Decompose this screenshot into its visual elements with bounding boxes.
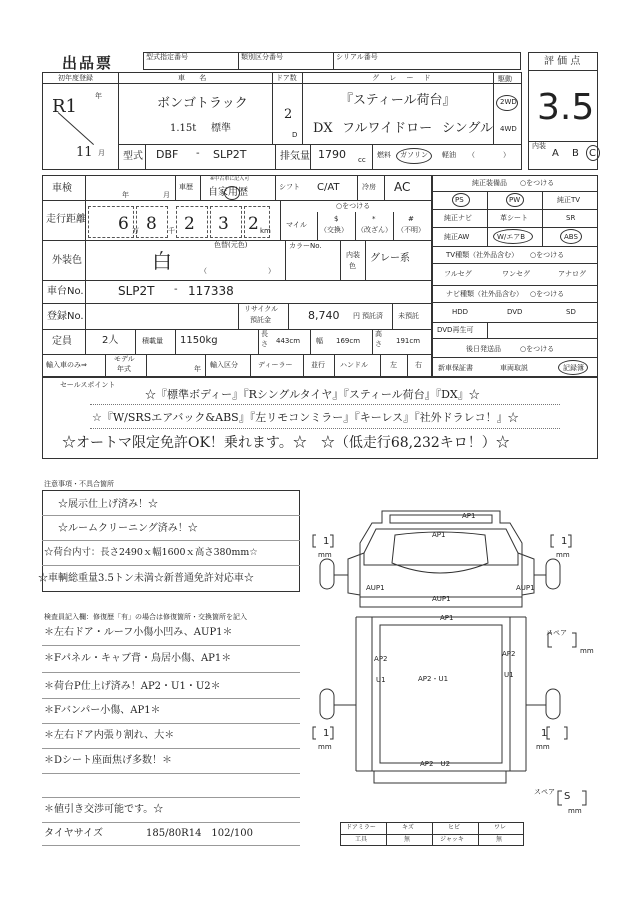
reg-month: 11 — [76, 145, 93, 160]
mileage-digit-3: 2 — [184, 214, 195, 234]
door-count: 2 — [284, 107, 293, 122]
inspector-6: ＊Dシート座面焦げ多数！＊ — [44, 755, 173, 766]
colorno-label: カラーNo. — [289, 242, 322, 250]
dmg-ap2-left: AP2 — [374, 655, 388, 663]
equip-leather: 革シート — [500, 214, 528, 222]
equip-aw: 純正AW — [444, 233, 470, 241]
handle-label: ハンドル — [340, 361, 368, 369]
car-spec: 標準 — [211, 123, 231, 134]
interior-b: B — [572, 148, 579, 159]
tv-fullseg: フルセグ — [444, 270, 472, 278]
reg-year-unit: 年 — [95, 92, 102, 100]
mileage-label: 走行距離 — [46, 214, 86, 225]
car-name-label: 車 名 — [178, 74, 213, 82]
usage-note: ※中古車に記入可 — [210, 176, 250, 182]
mileage-unit-man: 万 — [132, 227, 139, 235]
interior-color-label-2: 色 — [349, 262, 356, 270]
import-parallel: 並行 — [311, 361, 325, 369]
tv-title: TV種類（社外品含む） — [446, 251, 519, 259]
score-label: 評 価 点 — [544, 56, 581, 67]
tools-header-scratch: キズ — [402, 824, 414, 831]
capacity: 2人 — [102, 335, 119, 346]
tamper-label: （改ざん） — [357, 226, 392, 234]
grade-wide: フルワイドロー — [342, 121, 433, 136]
code-bar — [143, 52, 521, 70]
exterior-color: 白 — [152, 249, 172, 273]
unknown-mark: # — [408, 215, 414, 223]
inspector-label: 検査員記入欄：修復歴「有」の場合は修復箇所・交換箇所を記入 — [44, 613, 247, 621]
usage-label: 車歴 — [179, 183, 193, 191]
length: 443cm — [276, 337, 301, 345]
equip-navi: 純正ナビ — [444, 214, 472, 222]
length-label-1: 長 — [261, 330, 268, 338]
shift-label: シフト — [279, 183, 300, 191]
chassis-dash: - — [174, 284, 178, 295]
equip-sr: SR — [566, 214, 576, 222]
mileage-digit-1: 6 — [118, 214, 129, 234]
repaint-paren-close: ） — [268, 267, 275, 275]
tire-fr-value: 1 — [561, 536, 568, 547]
reg-era: R1 — [52, 96, 78, 117]
tire-rl-unit: mm — [318, 743, 332, 751]
usage-value: 自家用歴 — [208, 187, 248, 198]
model-dash: - — [196, 148, 200, 159]
mileage-digit-4: 3 — [218, 214, 229, 234]
navi-title: ナビ種類（社外品含む） — [446, 290, 523, 298]
inspector-2: ＊Fパネル・キャブ背・鳥居小傷、AP1＊ — [44, 653, 232, 664]
inspector-4: ＊Fバンパー小傷、AP1＊ — [44, 705, 161, 716]
height: 191cm — [396, 337, 421, 345]
equipment-title: 純正装備品 — [472, 179, 507, 187]
mileage-unit: km — [260, 227, 271, 235]
exchange-label: （交換） — [320, 226, 348, 234]
grade-label: グ レ ー ド — [372, 74, 435, 82]
sales-line-2: ☆『W/SRSエアバック&ABS』『左リモコンミラー』『キーレス』『社外ドラレコ！』☆ — [92, 411, 519, 424]
import-dealer: ディーラー — [258, 361, 293, 369]
displacement-label: 排気量 — [280, 151, 310, 162]
dmg-bed-center: AP2・U1 — [418, 675, 449, 683]
displacement-unit: cc — [358, 156, 366, 164]
tire-front-left — [320, 559, 334, 589]
recycle-label-1: リサイクル — [244, 305, 279, 313]
inspector-5: ＊左右ドア内張り割れ、大＊ — [44, 730, 175, 741]
dmg-ap1-cab: AP1 — [432, 531, 446, 539]
handle-right: 右 — [415, 361, 422, 369]
page-title: 出品票 — [62, 54, 114, 72]
truck-bed — [372, 614, 510, 771]
recycle-paid: 預託済 — [362, 312, 383, 320]
docs-title: 後日発送品 — [466, 345, 501, 353]
chassis-number: 117338 — [188, 284, 234, 298]
inspection-month-unit: 月 — [163, 191, 170, 199]
tools-header-break: ワレ — [494, 824, 507, 831]
import-label: 輸入車のみ⇒ — [46, 361, 87, 369]
mileage-check-label: ○をつける — [336, 202, 371, 210]
door-left — [348, 553, 364, 595]
exterior-label: 外装色 — [52, 255, 82, 266]
door-unit: D — [292, 131, 298, 139]
inspector-1: ＊左右ドア・ルーフ小傷小凹み、AUP1＊ — [44, 627, 233, 638]
mile-label: マイル — [286, 221, 307, 229]
interior-color: グレー系 — [370, 253, 410, 264]
ac-value: AC — [394, 180, 411, 194]
equipment-note: ○をつける — [520, 179, 555, 187]
notes-label: 注意事項・不具合箇所 — [44, 480, 114, 488]
inspection-label: 車検 — [52, 183, 72, 194]
recycle-amount: 8,740 — [308, 309, 340, 322]
tools-tool-value: 無 — [404, 836, 411, 843]
dmg-aup1-right: AUP1 — [516, 584, 535, 592]
dvd-play: DVD再生可 — [437, 326, 474, 334]
first-reg-label: 初年度登録 — [58, 74, 93, 82]
repaint-label: 色替(元色) — [214, 241, 248, 249]
displacement: 1790 — [318, 148, 346, 161]
serial-label: シリアル番号 — [336, 53, 378, 61]
handle-left: 左 — [390, 361, 397, 369]
tamper-mark: * — [372, 215, 376, 223]
inspector-8: ＊値引き交渉可能です。☆ — [44, 804, 164, 815]
docs-manual: 車両取説 — [500, 364, 528, 372]
navi-dvd: DVD — [507, 308, 523, 316]
type-code-label: 型式指定番号 — [146, 53, 188, 61]
chassis-model: SLP2T — [118, 284, 155, 298]
sales-line-3: ☆オートマ限定免許OK！乗れます。☆ ☆（低走行68,232キロ！）☆ — [62, 435, 510, 451]
height-label-2: さ — [375, 340, 382, 348]
tools-tool-label: 工具 — [355, 836, 368, 843]
drive-4wd: 4WD — [500, 125, 517, 133]
fuel-diesel: 軽油 — [442, 151, 456, 159]
mileage-unit-sen: 千 — [168, 227, 175, 235]
load: 1150kg — [180, 335, 218, 346]
length-label-2: さ — [261, 340, 268, 348]
dmg-u1-left: U1 — [376, 676, 386, 684]
note-2: ☆ルームクリーニング済み！☆ — [58, 523, 198, 534]
tv-note: ○をつける — [530, 251, 565, 259]
tire-label: タイヤサイズ — [44, 828, 103, 839]
equip-tv: 純正TV — [557, 196, 581, 204]
equip-airbag: W/エアB — [497, 233, 526, 241]
ac-label: 冷房 — [362, 183, 376, 191]
spare-unit-top: mm — [580, 647, 594, 655]
chassis-label: 車台No. — [47, 286, 84, 297]
tools-header-mirror: ドアミラー — [346, 824, 376, 831]
model-code: SLP2T — [213, 148, 247, 161]
equip-ps: PS — [455, 196, 464, 204]
sales-label: セールスポイント — [60, 381, 116, 389]
equip-abs: ABS — [564, 233, 578, 241]
tonnage: 1.15t — [170, 123, 197, 134]
recycle-unit: 円 — [353, 312, 360, 320]
spare-label-bottom: スペア — [534, 788, 555, 796]
tire-fl-value: 1 — [323, 536, 330, 547]
docs-note: ○をつける — [520, 345, 555, 353]
capacity-label: 定員 — [52, 336, 72, 347]
score-value: 3.5 — [537, 87, 595, 128]
tire-rear-left — [320, 689, 334, 719]
note-3: ☆荷台内寸：長さ2490ｘ幅1600ｘ高さ380mm☆ — [44, 547, 258, 558]
dmg-ap1-top: AP1 — [462, 512, 476, 520]
tire-rl-value: 1 — [323, 728, 330, 739]
dmg-ap2-right: AP2 — [502, 650, 516, 658]
tire-rr-unit: mm — [536, 743, 550, 751]
model-prefix: DBF — [156, 148, 179, 161]
fuel-gas: ガソリン — [400, 151, 428, 159]
tools-header-crack: ヒビ — [448, 824, 461, 831]
recycle-unpaid: 未預託 — [398, 312, 419, 320]
spare-label-top: スペア — [546, 629, 567, 637]
interior-label: 内装 — [532, 142, 546, 150]
rear-gate — [374, 771, 506, 783]
grade-line1: 『スティール荷台』 — [340, 93, 456, 108]
tire-rear-right — [546, 689, 560, 719]
recycle-label-2: 預託金 — [250, 316, 271, 324]
model-label: 型式 — [123, 151, 143, 162]
import-class-label: 輸入区分 — [210, 361, 238, 369]
mileage-digits — [88, 206, 268, 238]
grade-dx: DX — [313, 121, 333, 136]
mileage-digit-2: 8 — [146, 214, 157, 234]
truck-diagram — [300, 495, 600, 825]
load-label: 積載量 — [142, 337, 163, 345]
sales-line-1: ☆『標準ボディー』『Rシングルタイヤ』『スティール荷台』『DX』☆ — [145, 388, 480, 401]
inspection-year-unit: 年 — [122, 191, 129, 199]
car-name: ボンゴトラック — [157, 96, 248, 111]
tire-fr-unit: mm — [556, 551, 570, 559]
navi-note: ○をつける — [530, 290, 565, 298]
model-year-label-2: 年式 — [117, 365, 131, 373]
docs-warranty: 新車保証書 — [438, 364, 473, 372]
tv-oneseg: ワンセグ — [502, 270, 530, 278]
dmg-ap1-front: AP1 — [440, 614, 454, 622]
tire-front-right — [546, 559, 560, 589]
mileage-digit-5: 2 — [248, 214, 259, 234]
navi-hdd: HDD — [452, 308, 469, 316]
equip-pw: PW — [509, 196, 521, 204]
width: 169cm — [336, 337, 361, 345]
repaint-paren-open: （ — [200, 267, 207, 275]
note-1: ☆展示仕上げ済み！☆ — [58, 499, 158, 510]
model-year-suffix: 年 — [194, 365, 201, 373]
inspector-3: ＊荷台P仕上げ済み！AP2・U1・U2＊ — [44, 681, 221, 692]
class-code-label: 類別区分番号 — [241, 53, 283, 61]
shift-value: C/AT — [317, 182, 340, 193]
reg-month-unit: 月 — [98, 149, 105, 157]
exchange-mark: $ — [334, 215, 339, 223]
fuel-other: （ ） — [468, 151, 510, 159]
model-year-label-1: モデル — [114, 355, 135, 363]
interior-color-label-1: 内装 — [346, 251, 360, 259]
drive-label: 駆動 — [498, 75, 512, 83]
height-label-1: 高 — [375, 330, 382, 338]
dmg-rear: AP2 U2 — [420, 760, 451, 768]
spare-unit-bottom: mm — [568, 807, 582, 815]
tire-size: 185/80R14 102/100 — [146, 828, 253, 839]
unknown-label: （不明） — [397, 226, 425, 234]
spare-value: S — [564, 791, 571, 802]
tire-fl-unit: mm — [318, 551, 332, 559]
navi-sd: SD — [566, 308, 576, 316]
width-label: 幅 — [316, 337, 323, 345]
interior-a: A — [552, 148, 559, 159]
docs-record: 記録簿 — [563, 364, 584, 372]
interior-c: C — [589, 148, 596, 159]
reg-no-label: 登録No. — [47, 311, 84, 322]
tools-jack-label: ジャッキ — [440, 836, 464, 843]
drive-2wd: 2WD — [500, 98, 517, 106]
dmg-u1-right: U1 — [504, 671, 514, 679]
tire-rr-value: 1 — [541, 728, 548, 739]
tools-jack-value: 無 — [496, 836, 503, 843]
grade-single: シングル — [442, 121, 494, 136]
door-label: ドア数 — [276, 74, 297, 82]
fuel-label: 燃料 — [377, 151, 391, 159]
dmg-aup1-left: AUP1 — [366, 584, 385, 592]
dmg-aup1-center: AUP1 — [432, 595, 451, 603]
note-4: ☆車輌総重量3.5トン未満☆新普通免許対応車☆ — [38, 573, 254, 584]
tv-analog: アナログ — [558, 270, 586, 278]
